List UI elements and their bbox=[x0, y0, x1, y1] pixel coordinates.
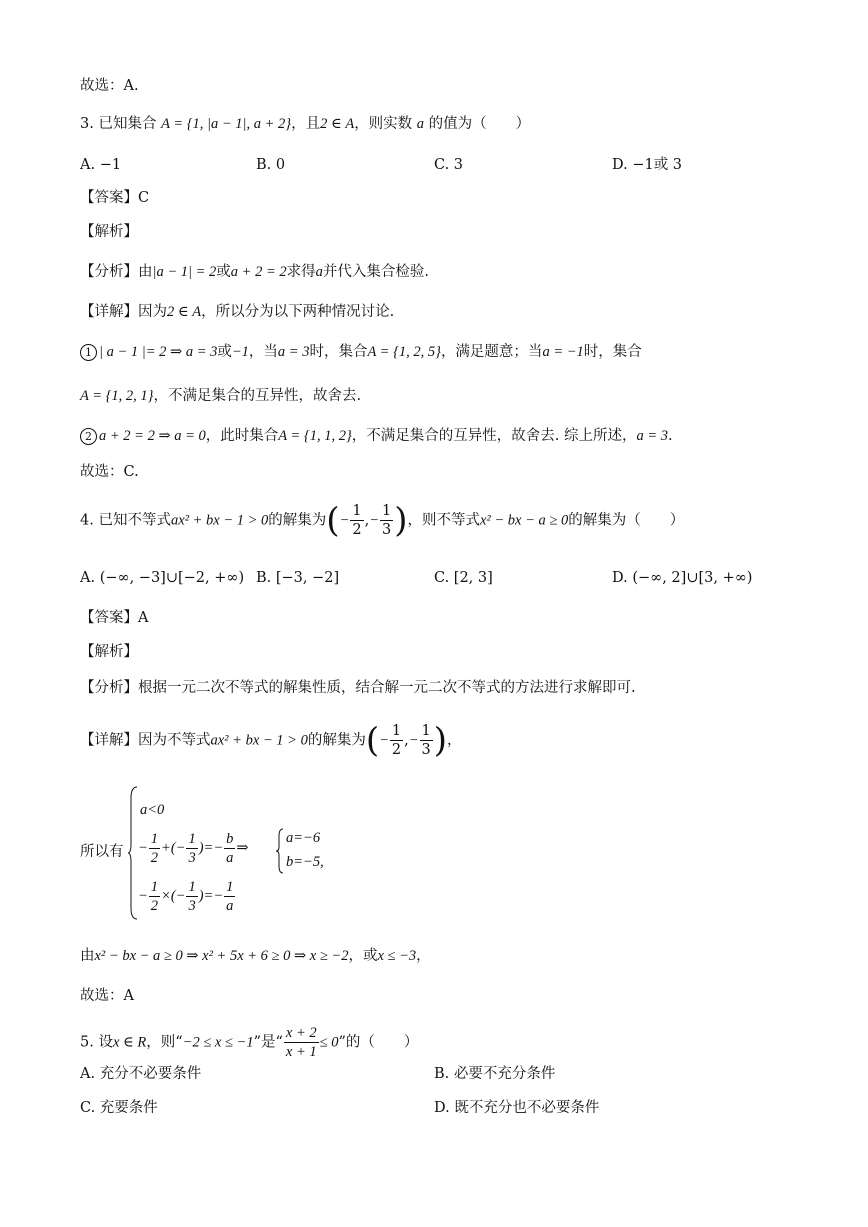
system-eq-1: a<0 bbox=[140, 802, 165, 818]
result-b: b=−5, bbox=[286, 854, 324, 870]
circled-number-1: 1 bbox=[80, 344, 97, 361]
derivation-4: 由x² − bx − a ≥ 0 ⇒ x² + 5x + 6 ≥ 0 ⇒ x ≥ −2，或x ≤ −3， bbox=[80, 948, 431, 964]
system-brace bbox=[128, 786, 138, 920]
analysis-4-summary: 【分析】根据一元二次不等式的解集性质，结合解一元二次不等式的方法进行求解即可. bbox=[80, 680, 636, 696]
analysis-3-summary: 【分析】由|a − 1| = 2或a + 2 = 2求得a并代入集合检验. bbox=[80, 264, 429, 280]
question-5: 5. 设x ∈ R，则“−2 ≤ x ≤ −1”是“ $\frac{x + 2}{x + 1}$ ≤ 0”的（ ） bbox=[80, 1025, 419, 1060]
q3-option-c: C. 3 bbox=[434, 157, 464, 173]
q4-option-a: A. (−∞, −3]∪[−2, +∞) bbox=[80, 570, 245, 586]
analysis-3-heading: 【解析】 bbox=[80, 224, 138, 240]
q5-option-c: C. 充要条件 bbox=[80, 1100, 158, 1116]
circled-number-2: 2 bbox=[80, 428, 97, 445]
detail-3-intro: 【详解】因为2 ∈ A，所以分为以下两种情况讨论. bbox=[80, 304, 395, 320]
q4-option-d: D. (−∞, 2]∪[3, +∞) bbox=[612, 570, 753, 586]
select-4: 故选：A bbox=[80, 988, 134, 1004]
q3-text: 3. 已知集合 bbox=[80, 116, 157, 132]
q4-option-c: C. [2, 3] bbox=[434, 570, 493, 586]
q3-option-a: A. −1 bbox=[80, 157, 122, 173]
q5-option-a: A. 充分不必要条件 bbox=[80, 1066, 202, 1082]
select-3: 故选：C. bbox=[80, 464, 139, 480]
answer-3: 【答案】C bbox=[80, 190, 150, 206]
q3-option-d: D. −1或 3 bbox=[612, 157, 683, 173]
question-3: 3. 已知集合 A = {1, |a − 1|, a + 2}，且2 ∈ A，则实数 a 的值为（ ） bbox=[80, 116, 531, 132]
detail-3-case2: 2 a + 2 = 2 ⇒ a = 0，此时集合A = {1, 1, 2}，不满足集合的互异性，故舍去. 综上所述，a = 3. bbox=[80, 426, 673, 446]
answer-line: 故选：A. bbox=[80, 78, 139, 94]
system-eq-2: − $\frac{1}{2}$ +(− $\frac{1}{3}$ )=− $\frac{b}{a}$ ⇒ bbox=[138, 831, 249, 866]
detail-3-case1-cont: A = {1, 2, 1}，不满足集合的互异性，故舍去. bbox=[80, 388, 362, 404]
detail-4-intro: 【详解】因为不等式ax² + bx − 1 > 0的解集为(− $\frac{1}{2}$ ,− $\frac{1}{3}$ )， bbox=[80, 720, 462, 761]
q5-option-d: D. 既不充分也不必要条件 bbox=[434, 1100, 600, 1116]
result-a: a=−6 bbox=[286, 830, 321, 846]
system-eq-3: − $\frac{1}{2}$ ×(− $\frac{1}{3}$ )=− $\frac{1}{a}$ bbox=[138, 879, 234, 914]
q4-option-b: B. [−3, −2] bbox=[256, 570, 340, 586]
q5-option-b: B. 必要不充分条件 bbox=[434, 1066, 556, 1082]
result-brace bbox=[276, 828, 284, 874]
q3-set: A = {1, |a − 1|, a + 2} bbox=[161, 116, 292, 132]
detail-3-case1: 1 | a − 1 |= 2 ⇒ a = 3或−1，当a = 3时，集合A = {1, 2, 5}，满足题意；当a = −1时，集合 bbox=[80, 342, 642, 362]
analysis-4-heading: 【解析】 bbox=[80, 644, 138, 660]
question-4: 4. 已知不等式ax² + bx − 1 > 0的解集为(− $\frac{1}{2}$ ,− $\frac{1}{3}$ )，则不等式x² − bx − a ≥ 0的解集为（ ） bbox=[80, 500, 685, 541]
q3-option-b: B. 0 bbox=[256, 157, 286, 173]
answer-4: 【答案】A bbox=[80, 610, 149, 626]
system-label: 所以有 bbox=[80, 844, 124, 860]
